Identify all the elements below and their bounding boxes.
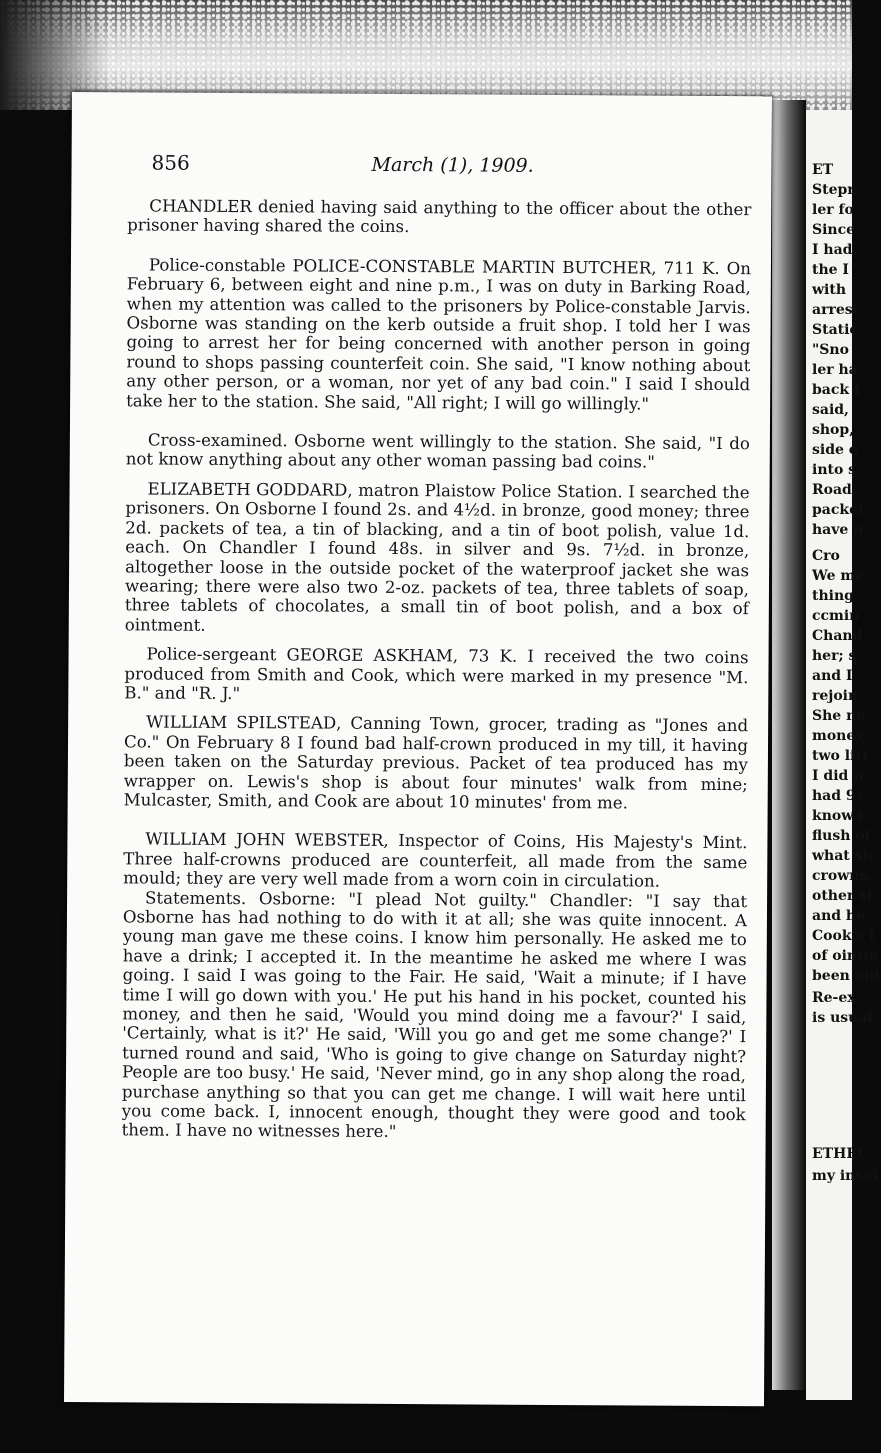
page-header	[151, 150, 691, 183]
paragraph-cross-examined: Cross-examined. Osborne went willingly to the station. She said, "I do not know anything about any other woman passing bad coins."	[125, 430, 750, 473]
adjacent-page-line: the I	[812, 262, 849, 278]
adjacent-page-line: said,	[812, 402, 849, 418]
adjacent-page-line: have n	[812, 522, 864, 538]
page-number: 856	[151, 150, 190, 175]
adjacent-page-line: side o	[812, 442, 859, 458]
adjacent-page-line: ler fo	[812, 202, 854, 218]
adjacent-page-line: and I	[812, 668, 853, 684]
adjacent-page-line: ET	[812, 162, 834, 178]
adjacent-page-line: She ne	[812, 708, 866, 724]
adjacent-page-line: know t	[812, 808, 865, 824]
adjacent-page-line: two litt	[812, 748, 869, 764]
adjacent-page-line: shop,	[812, 422, 855, 438]
adjacent-page-line: ccmin	[812, 608, 860, 624]
adjacent-page-line: into s	[812, 462, 857, 478]
adjacent-page-line: flush of	[812, 828, 871, 844]
running-head: March (1), 1909.	[371, 153, 534, 177]
paragraph-spilstead: WILLIAM SPILSTEAD, Canning Town, grocer, trading as "Jones and Co." On February 8 I found bad half-crown produced in my till, it having been taken on the Saturday previous. Packet of tea produced has my wrapper on. Lewis's shop is about four minutes' walk from mine; Mulcaster, Smith, and Cook are about 10 minutes' from me.	[123, 712, 749, 813]
paragraph-statements: Statements. Osborne: "I plead Not guilty." Chandler: "I say that Osborne has had nothing to do with it at all; she was quite innocent. A young man gave me these coins. I know him personally. He asked me to have a drink; I accepted it. In the meantime he asked me where I was going. I said I was going to the Fair. He said, 'Wait a minute; if I have time I will go down with you.' He put his hand in his pocket, counted his money, and then he said, 'Would you mind doing me a favour?' I said, 'Certainly, what is it?' He said, 'Will you go and get me some change?' I turned round and said, 'Who is going to give change on Saturday night? People are too busy.' He said, 'Never mind, go in any shop along the road, purchase anything so that you can get me change. I will wait here until you come back. I, innocent enough, thought they were good and took them. I have no witnesses here."	[121, 888, 748, 1142]
adjacent-page-line: what sh	[812, 848, 873, 864]
adjacent-page-line: is usual	[812, 1010, 873, 1026]
paragraph-askham: Police-sergeant GEORGE ASKHAM, 73 K. I received the two coins produced from Smith and Cook, which were marked in my presence "M. B." and "R. J."	[124, 644, 749, 703]
book-gutter	[772, 100, 806, 1390]
adjacent-page-line: my insid	[812, 1168, 879, 1184]
adjacent-page-fragment	[806, 110, 881, 1400]
adjacent-page-line: Re-ex	[812, 990, 856, 1006]
paragraph-webster: WILLIAM JOHN WEBSTER, Inspector of Coins, His Majesty's Mint. Three half-crowns produced are counterfeit, all made from the same mould; they are very well made from a worn coin in circulation.	[123, 829, 748, 891]
adjacent-page-line: We me	[812, 568, 865, 584]
adjacent-page-line: and he	[812, 908, 865, 924]
adjacent-page-line: "Sno	[812, 342, 849, 358]
adjacent-page-line: her; s	[812, 648, 857, 664]
adjacent-page-line: I did n	[812, 768, 864, 784]
adjacent-page-line: Cro	[812, 548, 840, 564]
adjacent-page-line: been out	[812, 968, 881, 984]
adjacent-page-line: Cook's I	[812, 928, 876, 944]
adjacent-page-line: arrest	[812, 302, 860, 318]
adjacent-page-line: other si	[812, 888, 873, 904]
adjacent-page-line: crowns.	[812, 868, 873, 884]
page-body	[122, 196, 752, 1144]
paragraph-butcher: Police-constable POLICE-CONSTABLE MARTIN BUTCHER, 711 K. On February 6, between eight and nine p.m., I was on duty in Barking Road, when my attention was called to the prisoners by Police-constable Jarvis. Osborne was standing on the kerb outside a fruit shop. I told her I was going to arrest her for being concerned with another person in going round to shops passing counterfeit coin. She said, "I know nothing about any other person, or a woman, nor yet of any bad coin." I said I should take her to the station. She said, "All right; I will go willingly."	[126, 255, 751, 414]
adjacent-page-line: ler ha	[812, 362, 858, 378]
adjacent-page-line: Since	[812, 222, 856, 238]
book-page	[64, 92, 772, 1406]
adjacent-page-line: money,	[812, 728, 867, 744]
adjacent-page-line: had 9s.	[812, 788, 869, 804]
adjacent-page-line: with	[812, 282, 847, 298]
adjacent-page-line: Stepr	[812, 182, 855, 198]
adjacent-page-line: back I	[812, 382, 861, 398]
adjacent-page-line: I had	[812, 242, 853, 258]
adjacent-page-line: Static	[812, 322, 858, 338]
adjacent-page-line: rejoin	[812, 688, 859, 704]
adjacent-page-line: thing	[812, 588, 854, 604]
adjacent-page-line: packet	[812, 502, 865, 518]
paragraph-goddard: ELIZABETH GODDARD, matron Plaistow Police Station. I searched the prisoners. On Osborne I found 2s. and 4½d. in bronze, good money; three 2d. packets of tea, a tin of blacking, and a tin of boot polish, value 1d. each. On Chandler I found 48s. in silver and 9s. 7½d. in bronze, altogether loose in the outside pocket of the waterproof jacket she was wearing; there were also two 2-oz. packets of tea, three tablets of soap, three tablets of chocolates, a small tin of boot polish, and a box of ointment.	[124, 479, 750, 635]
adjacent-page-line: Chand	[812, 628, 863, 644]
adjacent-page-line: of ointm	[812, 948, 879, 964]
adjacent-page-line: ETHEL	[812, 1146, 867, 1162]
paragraph-chandler-denial: CHANDLER denied having said anything to the officer about the other prisoner having shared the coins.	[127, 196, 752, 237]
adjacent-page-line: Road,	[812, 482, 857, 498]
